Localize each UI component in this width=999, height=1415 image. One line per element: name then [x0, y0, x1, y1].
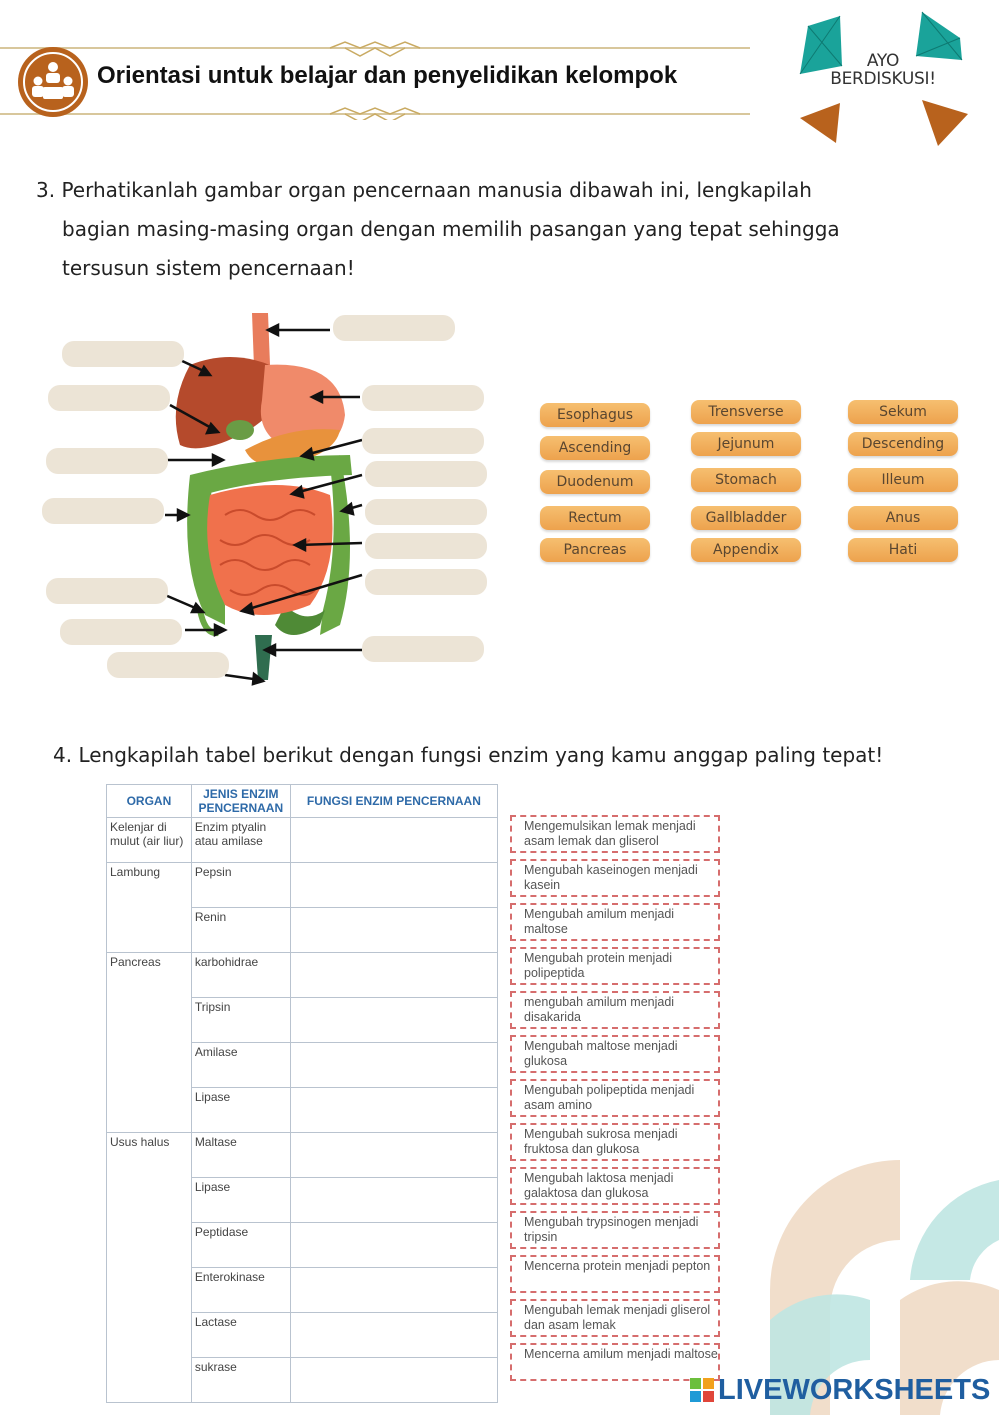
badge-line-1: AYO	[866, 51, 900, 71]
enzyme-cell: karbohidrae	[191, 953, 290, 998]
function-card[interactable]: Mengubah amilum menjadi maltose	[510, 903, 720, 941]
blank-descending-slot[interactable]	[365, 499, 487, 525]
blank-duodenum-slot[interactable]	[46, 448, 168, 474]
question-4-text: 4. Lengkapilah tabel berikut dengan fungsi enzim yang kamu anggap paling tepat!	[53, 743, 884, 767]
question-3-line-2: bagian masing-masing organ dengan memilih pasangan yang tepat sehingga	[62, 217, 840, 241]
header-enzyme-function: FUNGSI ENZIM PENCERNAAN	[290, 785, 497, 818]
question-3-line-1: 3. Perhatikanlah gambar organ pencernaan manusia dibawah ini, lengkapilah	[36, 178, 812, 202]
group-discussion-icon	[18, 47, 88, 117]
blank-sekum-slot[interactable]	[46, 578, 168, 604]
function-drop-slot[interactable]	[290, 908, 497, 953]
chip-gallbladder[interactable]: Gallbladder	[691, 506, 801, 530]
brand-wordmark: LIVEWORKSHEETS	[718, 1374, 991, 1406]
function-drop-slot[interactable]	[290, 818, 497, 863]
enzyme-cell: Lipase	[191, 1178, 290, 1223]
blank-liver-slot[interactable]	[62, 341, 184, 367]
function-card[interactable]: Mengubah polipeptida menjadi asam amino	[510, 1079, 720, 1117]
enzyme-cell: Lipase	[191, 1088, 290, 1133]
enzyme-table	[106, 784, 498, 1403]
function-card[interactable]: Mencerna amilum menjadi maltose	[510, 1343, 720, 1381]
function-card[interactable]: Mengubah protein menjadi polipeptida	[510, 947, 720, 985]
function-card[interactable]: mengubah amilum menjadi disakarida	[510, 991, 720, 1029]
discussion-badge-text	[818, 52, 948, 88]
blank-appendix-slot[interactable]	[60, 619, 182, 645]
enzyme-cell: Pepsin	[191, 863, 290, 908]
header-enzyme-type: JENIS ENZIM PENCERNAAN	[191, 785, 290, 818]
organ-cell: Usus halus	[107, 1133, 192, 1403]
enzyme-cell: Enterokinase	[191, 1268, 290, 1313]
function-drop-slot[interactable]	[290, 1133, 497, 1178]
enzyme-cell: Enzim ptyalin atau amilase	[191, 818, 290, 863]
blank-illeum-slot[interactable]	[365, 569, 487, 595]
blank-transverse-slot[interactable]	[365, 461, 487, 487]
function-drop-slot[interactable]	[290, 1043, 497, 1088]
chip-esophagus[interactable]: Esophagus	[540, 403, 650, 427]
enzyme-cell: Amilase	[191, 1043, 290, 1088]
digestive-system-diagram	[40, 305, 500, 695]
chip-descending[interactable]: Descending	[848, 432, 958, 456]
blank-jejunum-slot[interactable]	[365, 533, 487, 559]
function-card[interactable]: Mengubah lemak menjadi gliserol dan asam lemak	[510, 1299, 720, 1337]
liveworksheets-logo-icon	[690, 1378, 714, 1402]
function-drop-slot[interactable]	[290, 1358, 497, 1403]
table-header-row	[107, 785, 498, 818]
chip-anus[interactable]: Anus	[848, 506, 958, 530]
enzyme-cell: Maltase	[191, 1133, 290, 1178]
table-row	[107, 1133, 498, 1178]
blank-ascending-slot[interactable]	[42, 498, 164, 524]
function-card[interactable]: Mencerna protein menjadi pepton	[510, 1255, 720, 1293]
function-drop-slot[interactable]	[290, 1088, 497, 1133]
function-card[interactable]: Mengubah laktosa menjadi galaktosa dan glukosa	[510, 1167, 720, 1205]
page-title: Orientasi untuk belajar dan penyelidikan kelompok	[97, 62, 678, 89]
function-card[interactable]: Mengubah sukrosa menjadi fruktosa dan glukosa	[510, 1123, 720, 1161]
table-row	[107, 863, 498, 908]
organ-cell: Pancreas	[107, 953, 192, 1133]
blank-rectum-slot[interactable]	[362, 636, 484, 662]
question-3-line-3: tersusun sistem pencernaan!	[62, 256, 355, 280]
blank-esophagus-slot[interactable]	[333, 315, 455, 341]
enzyme-cell: Tripsin	[191, 998, 290, 1043]
function-card[interactable]: Mengemulsikan lemak menjadi asam lemak dan gliserol	[510, 815, 720, 853]
chip-rectum[interactable]: Rectum	[540, 506, 650, 530]
chip-hati[interactable]: Hati	[848, 538, 958, 562]
function-drop-slot[interactable]	[290, 998, 497, 1043]
function-drop-slot[interactable]	[290, 863, 497, 908]
table-row	[107, 818, 498, 863]
function-card[interactable]: Mengubah kaseinogen menjadi kasein	[510, 859, 720, 897]
chip-pancreas[interactable]: Pancreas	[540, 538, 650, 562]
blank-gallbladder-slot[interactable]	[48, 385, 170, 411]
badge-line-2: BERDISKUSI!	[830, 69, 936, 89]
chip-jejunum[interactable]: Jejunum	[691, 432, 801, 456]
function-drop-slot[interactable]	[290, 1268, 497, 1313]
chip-sekum[interactable]: Sekum	[848, 400, 958, 424]
chip-appendix[interactable]: Appendix	[691, 538, 801, 562]
chip-ascending[interactable]: Ascending	[540, 436, 650, 460]
enzyme-cell: sukrase	[191, 1358, 290, 1403]
chip-stomach[interactable]: Stomach	[691, 468, 801, 492]
chip-trensverse[interactable]: Trensverse	[691, 400, 801, 424]
function-drop-slot[interactable]	[290, 953, 497, 998]
organ-cell: Kelenjar di mulut (air liur)	[107, 818, 192, 863]
function-card[interactable]: Mengubah trypsinogen menjadi tripsin	[510, 1211, 720, 1249]
chip-duodenum[interactable]: Duodenum	[540, 470, 650, 494]
blank-anus-slot[interactable]	[107, 652, 229, 678]
function-drop-slot[interactable]	[290, 1178, 497, 1223]
function-drop-slot[interactable]	[290, 1223, 497, 1268]
enzyme-cell: Peptidase	[191, 1223, 290, 1268]
enzyme-cell: Renin	[191, 908, 290, 953]
enzyme-cell: Lactase	[191, 1313, 290, 1358]
header-organ: ORGAN	[107, 785, 192, 818]
function-card[interactable]: Mengubah maltose menjadi glukosa	[510, 1035, 720, 1073]
function-drop-slot[interactable]	[290, 1313, 497, 1358]
organ-cell: Lambung	[107, 863, 192, 953]
chip-illeum[interactable]: Illeum	[848, 468, 958, 492]
table-row	[107, 953, 498, 998]
blank-pancreas-slot[interactable]	[362, 428, 484, 454]
blank-stomach-slot[interactable]	[362, 385, 484, 411]
